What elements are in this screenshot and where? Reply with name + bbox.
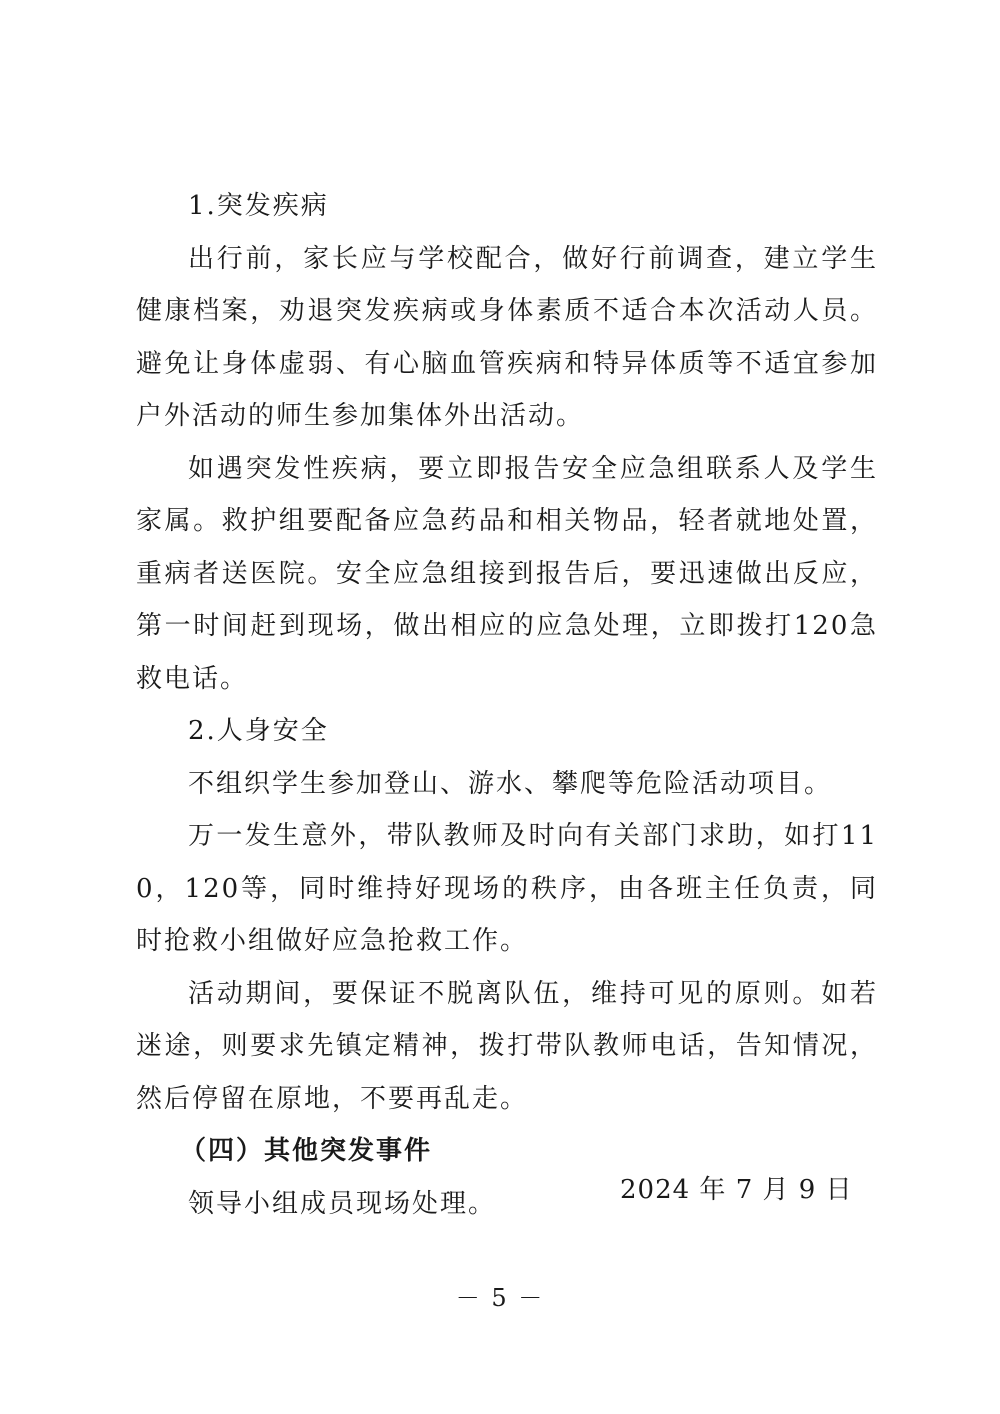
subheading-sudden-illness: 1.突发疾病 [188,191,329,221]
document-body [136,180,878,1230]
paragraph-no-dangerous-activities: 不组织学生参加登山、游水、攀爬等危险活动项目。 [188,768,833,799]
document-date: 2024 年 7 月 9 日 [620,1175,853,1205]
section-heading-other-emergencies: （四）其他突发事件 [180,1136,433,1166]
paragraph-pre-trip-health: 出行前，家长应与学校配合，做好行前调查，建立学生健康档案，劝退突发疾病或身体素质不适合本次活动人员。避免让身体虚弱、有心脑血管疾病和特异体质等不适宜参加户外活动的师生参加集体外出活动。 [136,243,878,431]
subheading-personal-safety: 2.人身安全 [188,716,329,746]
paragraph-illness-response: 如遇突发性疾病，要立即报告安全应急组联系人及学生家属。救护组要配备应急药品和相关物品，轻者就地处置，重病者送医院。安全应急组接到报告后，要迅速做出反应，第一时间赶到现场，做出相应的应急处理，立即拨打120急救电话。 [136,453,878,694]
paragraph-accident-response: 万一发生意外，带队教师及时向有关部门求助，如打110，120等，同时维持好现场的秩序，由各班主任负责，同时抢救小组做好应急抢救工作。 [136,821,878,956]
page-number: － 5 － [455,1284,545,1312]
paragraph-stay-with-group: 活动期间，要保证不脱离队伍，维持可见的原则。如若迷途，则要求先镇定精神，拨打带队教师电话，告知情况，然后停留在原地，不要再乱走。 [136,978,878,1114]
paragraph-leadership-handling: 领导小组成员现场处理。 [188,1188,497,1219]
